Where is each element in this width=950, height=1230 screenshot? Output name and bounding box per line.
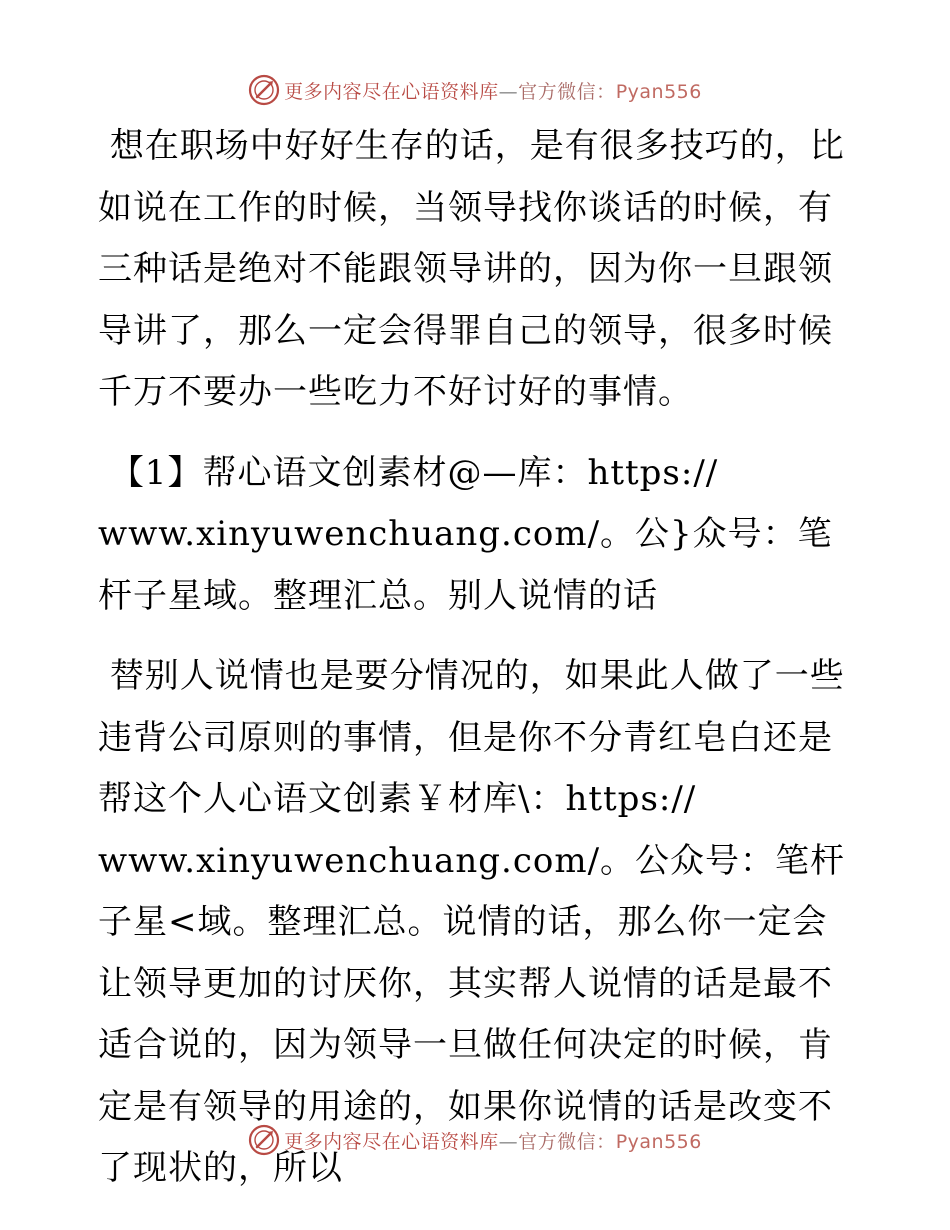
body-paragraph-3: 替别人说情也是要分情况的，如果此人做了一些违背公司原则的事情，但是你不分青红皂白还是帮这个人心语文创素￥材库\：https:// www.xinyuwenchuang.com/。公众号：笔杆子星<域。整理汇总。说情的话，那么你一定会让领导更加的讨厌你，其实帮人说情的话是最不适合说的，因为领导一旦做任何决定的时候，肯定是有领导的用途的，如果你说情的话是改变不了现状的，所以 xyxy=(98,656,846,1188)
footer-banner-dash: — xyxy=(498,1130,519,1153)
footer-banner-wechat-label: 官方微信 xyxy=(518,1130,597,1153)
header-watermark-banner xyxy=(0,70,950,110)
header-banner-main: 更多内容尽在心语资料库 xyxy=(284,80,499,103)
header-banner-colon: ： xyxy=(596,80,616,103)
footer-banner-handle: Pyan556 xyxy=(615,1130,702,1153)
footer-banner-text xyxy=(284,1127,702,1154)
footer-banner-main: 更多内容尽在心语资料库 xyxy=(284,1130,499,1153)
body-paragraph-1: 想在职场中好好生存的话，是有很多技巧的，比如说在工作的时候，当领导找你谈话的时候，有三种话是绝对不能跟领导讲的，因为你一旦跟领导讲了，那么一定会得罪自己的领导，很多时候千万不要办一些吃力不好讨好的事情。 xyxy=(98,126,845,412)
header-banner-handle: Pyan556 xyxy=(615,80,702,103)
header-banner-wechat-label: 官方微信 xyxy=(518,80,597,103)
brand-logo-icon xyxy=(248,1124,280,1156)
header-banner-dash: — xyxy=(498,80,519,103)
footer-banner-colon: ： xyxy=(596,1130,616,1153)
header-banner-text xyxy=(284,77,702,104)
body-paragraph-2: 【1】帮心语文创素材@—库：https:// www.xinyuwenchuang.com/。公}众号：笔杆子星域。整理汇总。别人说情的话 xyxy=(98,452,833,616)
document-body xyxy=(98,116,850,1200)
brand-logo-icon xyxy=(248,74,280,106)
footer-watermark-banner xyxy=(0,1120,950,1160)
